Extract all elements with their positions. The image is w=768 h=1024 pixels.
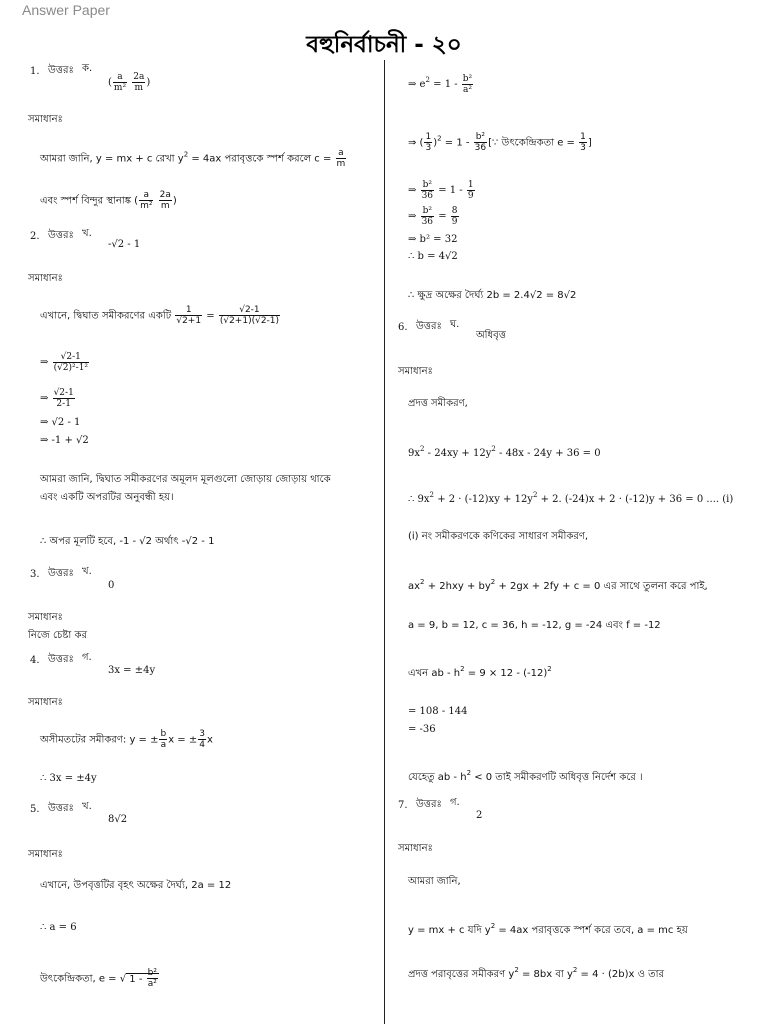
q5-answer-label: উত্তরঃ: [48, 803, 74, 814]
q6-option: ঘ.: [450, 319, 460, 330]
q3-line1: নিজে চেষ্টা কর: [28, 630, 87, 641]
left-column: [0, 0, 370, 1024]
q3-answer: 0: [108, 580, 115, 591]
q7-answer: 2: [476, 810, 483, 821]
q7-line2: y = mx + c যদি $y^2 = 4ax$ পরাবৃত্তকে স্পর্শ করে তবে, a = mc হয়: [408, 922, 688, 936]
q6-line7: এখন ab - $h^2 = 9 \times 12 - (-12)^2$: [408, 665, 552, 679]
q4-option: গ.: [82, 652, 92, 663]
q7-number: 7.: [398, 800, 408, 811]
q2-answer-label: উত্তরঃ: [48, 230, 74, 241]
q2-number: 2.: [30, 231, 40, 242]
q4-line1: অসীমতটের সমীকরণ: y = ± $\frac{b}{a}$ x = ± $\frac{3}{4}$ x: [40, 729, 213, 750]
r-step1: ⇒ $e^2 = 1$ - $\frac{\text{b²}}{\text{a²}}$: [408, 74, 473, 95]
page-title: বহুনির্বাচনী - ২০: [306, 32, 462, 58]
q5-line2: ∴ a = 6: [40, 922, 77, 933]
q5-line3: উৎকেন্দ্রিকতা, e = √ 1 - $\frac{\text{b²}}{\text{a²}}$: [40, 968, 157, 989]
q4-solution-label: সমাধানঃ: [28, 697, 63, 708]
q1-line2: এবং স্পর্শ বিন্দুর স্থানাঙ্ক ( $\frac{a}{\text{m²}}$ $\frac{2a}{m}$ ): [40, 190, 177, 211]
q2-line4: ∴ অপর মূলটি হবে, -1 - √2 অর্থাৎ -√2 - 1: [40, 536, 215, 547]
q2-step4: ⇒ -1 + √2: [40, 435, 89, 446]
q5-line1: এখানে, উপবৃত্তটির বৃহৎ অক্ষের দৈর্ঘ্য, 2a = 12: [40, 880, 232, 891]
q2-line2: আমরা জানি, দ্বিঘাত সমীকরণের অমূলদ মূলগুলো জোড়ায় জোড়ায় থাকে: [40, 474, 331, 485]
r-step3: ⇒ $\frac{\text{b²}}{36}$ = 1 - $\frac{1}{9}$: [408, 180, 474, 201]
q6-number: 6.: [398, 322, 408, 333]
q4-answer-label: উত্তরঃ: [48, 654, 74, 665]
q4-answer: 3x = ±4y: [108, 665, 156, 676]
header-label: Answer Paper: [22, 2, 110, 18]
q2-step3: ⇒ √2 - 1: [40, 417, 81, 428]
q6-line8: = 108 - 144: [408, 706, 468, 717]
q7-line3: প্রদত্ত পরাবৃত্তের সমীকরণ $y^2 = 8bx$ বা $y^2 = 4 \cdot (2b)x$ ও তার: [408, 966, 665, 980]
q2-step1: ⇒ $\frac{√2-1}{\text{(√2)²-1²}}$: [40, 352, 89, 373]
q3-solution-label: সমাধানঃ: [28, 612, 63, 623]
q6-line6: a = 9, b = 12, c = 36, h = -12, g = -24 এবং f = -12: [408, 620, 661, 631]
q5-number: 5.: [30, 804, 40, 815]
q7-answer-label: উত্তরঃ: [416, 799, 442, 810]
q5-option: খ.: [82, 801, 92, 812]
r-step2: ⇒ ( $\frac{1}{3}$ )$^2$ = 1 - $\frac{\text{b²}}{36}$ [∵ উৎকেন্দ্রিকতা e = $\frac{1}{3}$ ]: [408, 132, 592, 153]
q6-line10: যেহেতু ab - $h^2 < 0$ তাই সমীকরণটি অধিবৃত্ত নির্দেশ করে ।: [408, 769, 643, 783]
q7-solution-label: সমাধানঃ: [398, 843, 433, 854]
q6-answer: অধিবৃত্ত: [476, 330, 506, 341]
q1-option: ক.: [82, 63, 93, 74]
q6-line5: $ax^2 + 2hxy + by^2 + 2gx + 2fy + c = 0$ এর সাথে তুলনা করে পাই,: [408, 578, 708, 592]
q1-answer: ( $\frac{a}{\text{m²}}$ $\frac{2a}{m}$ ): [108, 72, 151, 93]
q6-line9: = -36: [408, 724, 436, 735]
q1-line1: আমরা জানি, y = mx + c রেখা $y^2 = 4ax$ পরাবৃত্তকে স্পর্শ করলে c = $\frac{a}{m}$: [40, 148, 346, 169]
q5-solution-label: সমাধানঃ: [28, 849, 63, 860]
q6-answer-label: উত্তরঃ: [416, 321, 442, 332]
q6-line2: $9x^2 - 24xy + 12y^2 - 48x - 24y + 36 = 0$: [408, 445, 601, 459]
q3-option: খ.: [82, 566, 92, 577]
q3-answer-label: উত্তরঃ: [48, 568, 74, 579]
q2-option: খ.: [82, 228, 92, 239]
q2-solution-label: সমাধানঃ: [28, 273, 63, 284]
q3-number: 3.: [30, 569, 40, 580]
q6-solution-label: সমাধানঃ: [398, 366, 433, 377]
q5-answer: 8√2: [108, 814, 128, 825]
q2-step2: ⇒ $\frac{√2-1}{2-1}$: [40, 388, 74, 409]
q1-answer-label: উত্তরঃ: [48, 65, 74, 76]
r-step6: ∴ b = 4√2: [408, 251, 458, 262]
r-step7: ∴ ক্ষুদ্র অক্ষের দৈর্ঘ্য 2b = 2.4√2 = 8√2: [408, 290, 577, 301]
q4-line2: ∴ 3x = ±4y: [40, 773, 97, 784]
q6-line3: ∴ $9x^2 + 2 \cdot (-12)xy + 12y^2 + 2$. (-24)x + 2 · (-12)y + 36 = 0 .... (i): [408, 491, 734, 505]
q4-number: 4.: [30, 655, 40, 666]
q2-line1: এখানে, দ্বিঘাত সমীকরণের একটি $\frac{1}{√2+1}$ = $\frac{√2-1}{(√2+1)(√2-1)}$: [40, 305, 280, 326]
q1-solution-label: সমাধানঃ: [28, 114, 63, 125]
q7-line1: আমরা জানি,: [408, 876, 461, 887]
q6-line1: প্রদত্ত সমীকরণ,: [408, 398, 468, 409]
q7-option: গ.: [450, 797, 460, 808]
q2-answer: -√2 - 1: [108, 239, 141, 250]
right-column: [384, 0, 754, 1024]
q2-line3: এবং একটি অপরটির অনুবন্ধী হয়।: [40, 492, 174, 503]
q1-number: 1.: [30, 66, 40, 77]
q6-line4: (i) নং সমীকরণকে কণিকের সাধারণ সমীকরণ,: [408, 531, 589, 542]
r-step5: ⇒ b² = 32: [408, 234, 458, 245]
r-step4: ⇒ $\frac{\text{b²}}{36}$ = $\frac{8}{9}$: [408, 206, 458, 227]
